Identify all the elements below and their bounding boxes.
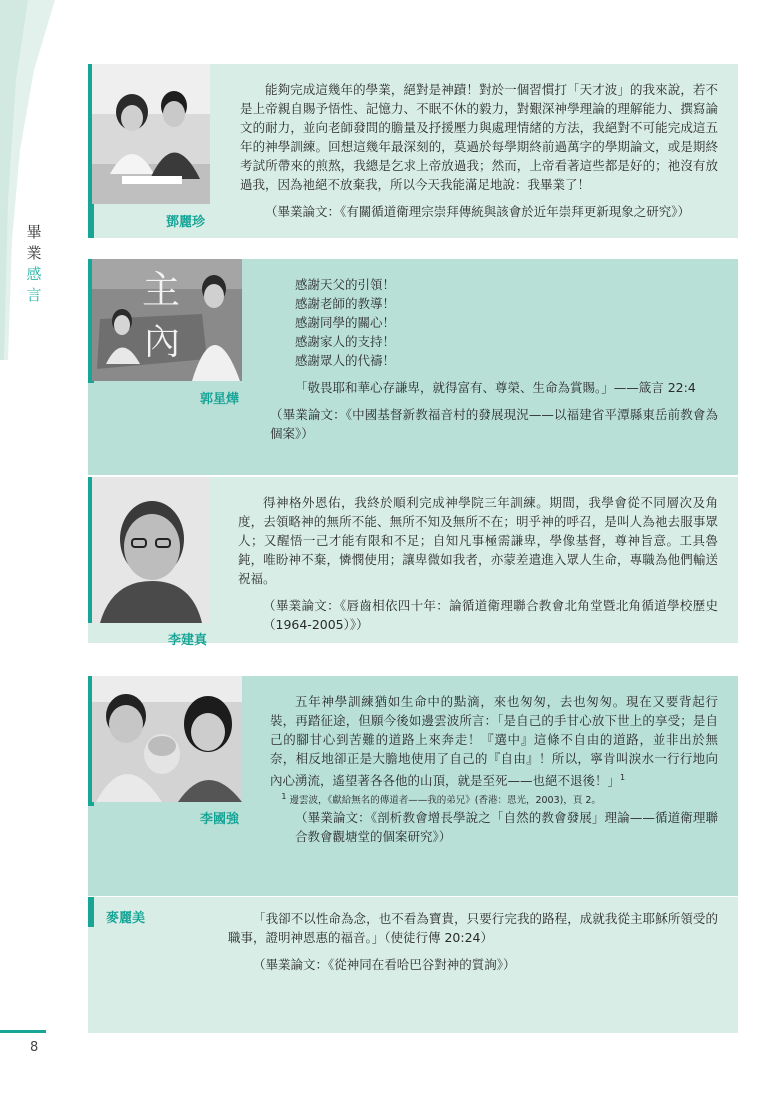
thesis-title: （畢業論文：《中國基督新教福音村的發展現況——以福建省平潭縣東岳前教會為個案》）: [270, 407, 718, 441]
testimony-paragraph: 「我卻不以性命為念，也不看為寶貴，只要行完我的路程，成就我從主耶穌所領受的職事，證明神恩惠的福音。」（使徒行傳 20:24）: [228, 911, 718, 945]
thesis-title: （畢業論文：《從神同在看哈巴谷對神的質詢》）: [253, 957, 516, 972]
footnote: [270, 790, 718, 808]
graduate-photo: [92, 477, 210, 623]
svg-text:主: 主: [142, 268, 181, 312]
thanks-line: 感謝老師的教導！: [295, 296, 396, 311]
footnote-number: 1: [281, 792, 287, 802]
svg-text:內: 內: [144, 322, 181, 363]
testimony-text: [240, 80, 718, 221]
thanks-line: 感謝天父的引領！: [295, 277, 396, 292]
page-number-rule: [0, 1030, 46, 1033]
graduate-photo: [92, 676, 242, 802]
graduate-name: 麥麗美: [106, 911, 146, 926]
side-title-char: 言: [26, 286, 42, 304]
graduate-name: 李國強: [200, 812, 240, 827]
footnote-text: 邊雲波，《獻給無名的傳道者——我的弟兄》(香港：恩光，2003)，頁 2。: [289, 795, 601, 807]
thesis-title: （畢業論文：《有關循道衛理宗崇拜傳統與該會於近年崇拜更新現象之研究》）: [265, 204, 691, 219]
testimony-section-3: [88, 477, 738, 648]
bible-verse: 「敬畏耶和華心存謙卑，就得富有、尊榮、生命為賞賜。」——箴言 22:4: [295, 380, 696, 395]
thanks-line: 感謝家人的支持！: [295, 334, 396, 349]
testimony-section-4: [88, 676, 738, 896]
testimony-paragraph: [270, 692, 718, 790]
graduate-name: 郭星燁: [200, 392, 240, 407]
thanks-line: 感謝同學的關心！: [295, 315, 396, 330]
graduate-photo: [92, 64, 210, 204]
testimony-section-2: [88, 259, 738, 475]
side-title-char: 畢: [26, 223, 42, 241]
graduate-name: 李建真: [168, 633, 208, 648]
thesis-title: （畢業論文：《唇齒相依四十年：論循道衛理聯合教會北角堂暨北角循道學校歷史（1964-2005）》）: [263, 598, 718, 632]
testimony-text: [270, 692, 718, 846]
graduate-name: 鄧麗珍: [166, 215, 206, 230]
paragraph-body: 五年神學訓練猶如生命中的點滴，來也匆匆，去也匆匆。現在又要背起行裝，再踏征途，但願今後如邊雲波所言：「是自己的手甘心放下世上的享受；是自己的腳甘心到苦難的道路上來奔走！『選中』這條不自由的道路，並非出於無奈，相反地卻正是大膽地使用了自己的『自由』！所以，寧肯叫淚水一行行地向內心湧流，遙望著各各他的山頂，就是至死——也絕不退後！」: [270, 694, 718, 789]
section-side-title: [24, 222, 44, 306]
graduate-photo: [92, 259, 242, 381]
testimony-paragraph: 得神格外恩佑，我終於順利完成神學院三年訓練。期間，我學會從不同層次及角度，去領略神的無所不能、無所不知及無所不在；明乎神的呼召，是叫人為祂去服事眾人；又醒悟一己才能有限和不足；自知凡事極需謙卑，學像基督，尊神旨意。工具魯鈍，唯盼神不棄，憐憫使用；讓卑微如我者，亦蒙差遣進入眾人生命，專職為他們輸送祝福。: [238, 495, 718, 586]
testimony-section-5: [88, 897, 738, 1033]
page-number: 8: [30, 1040, 39, 1055]
testimony-section-1: [88, 64, 738, 238]
testimony-text: [270, 275, 718, 443]
testimony-paragraph: 能夠完成這幾年的學業，絕對是神蹟！對於一個習慣打「天才波」的我來說，若不是上帝親自賜予悟性、記憶力、不眠不休的毅力，對艱深神學理論的理解能力、撰寫論文的耐力，並向老師發問的膽量及抒援壓力與處理情緒的方法，我絕對不可能完成這五年的神學訓練。回想這幾年最深刻的，莫過於每學期終前過萬字的學期論文，或是期終考試所帶來的煎熬，我總是乞求上帝放過我；然而，上帝看著這些都是好的；祂沒有放過我，因為祂絕不放棄我，所以今天我能滿足地說：我畢業了！: [240, 82, 718, 192]
testimony-text: [238, 493, 718, 634]
side-title-char: 感: [26, 265, 42, 283]
testimony-text: [228, 909, 718, 974]
side-title-char: 業: [26, 244, 42, 262]
thesis-title: （畢業論文：《剖析教會增長學說之「自然的教會發展」理論——循道衛理聯合教會觀塘堂的個案研究》）: [295, 810, 718, 845]
footnote-marker: 1: [620, 773, 626, 782]
side-decoration: [0, 0, 60, 360]
thanks-line: 感謝眾人的代禱！: [295, 353, 396, 368]
